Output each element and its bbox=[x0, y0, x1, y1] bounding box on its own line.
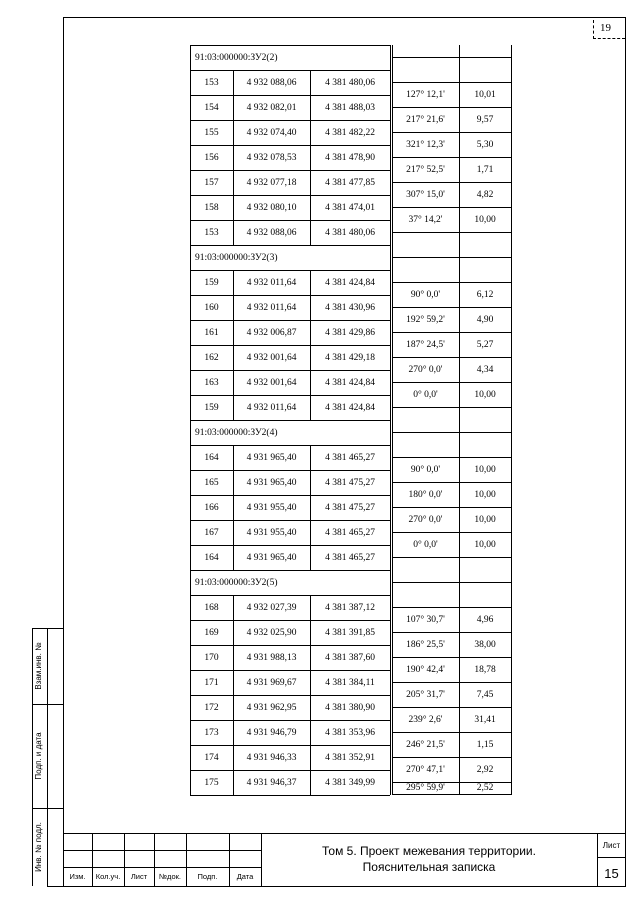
segment-distance: 1,71 bbox=[476, 164, 494, 175]
segment-header-rule bbox=[392, 57, 511, 58]
segment-distance: 31,41 bbox=[474, 714, 496, 725]
segment-angle: 190° 42,4' bbox=[406, 664, 445, 675]
title-block-col-label: №док. bbox=[159, 872, 181, 881]
coord-y: 4 381 429,18 bbox=[325, 352, 375, 363]
coord-x: 4 932 011,64 bbox=[246, 277, 297, 288]
coord-y: 4 381 430,96 bbox=[325, 302, 375, 313]
col-divider-2 bbox=[310, 595, 311, 795]
doc-title-line2: Пояснительная записка bbox=[362, 860, 496, 874]
coord-x: 4 931 955,40 bbox=[246, 527, 297, 538]
title-block-col-label: Изм. bbox=[69, 872, 86, 881]
segment-distance: 6,12 bbox=[476, 289, 494, 300]
top-page-number: 19 bbox=[600, 22, 611, 34]
segment-angle: 239° 2,6' bbox=[408, 714, 443, 725]
coord-x: 4 931 988,13 bbox=[246, 652, 297, 663]
segment-distance: 4,96 bbox=[476, 614, 494, 625]
coord-x: 4 931 946,79 bbox=[246, 727, 297, 738]
segment-distance: 38,00 bbox=[474, 639, 496, 650]
coord-x: 4 932 006,87 bbox=[246, 327, 297, 338]
point-number: 157 bbox=[204, 177, 219, 188]
segment-angle: 127° 12,1' bbox=[406, 89, 445, 100]
title-block-col-label: Лист bbox=[130, 872, 148, 881]
segment-right-border bbox=[511, 582, 512, 795]
point-number: 165 bbox=[204, 477, 219, 488]
section-header: 91:03:000000:ЗУ2(2) bbox=[195, 52, 278, 63]
side-stamp-label: Инв. № подл. bbox=[34, 822, 43, 872]
coord-y: 4 381 353,96 bbox=[325, 727, 375, 738]
coord-y: 4 381 387,12 bbox=[325, 602, 375, 613]
point-number: 156 bbox=[204, 152, 219, 163]
point-number: 173 bbox=[204, 727, 219, 738]
coord-x: 4 932 088,06 bbox=[246, 227, 297, 238]
point-number: 164 bbox=[204, 452, 219, 463]
coord-x: 4 931 962,95 bbox=[246, 702, 297, 713]
table-bottom-rule bbox=[190, 795, 390, 796]
coord-x: 4 932 001,64 bbox=[246, 377, 297, 388]
col-divider-1 bbox=[233, 445, 234, 570]
segment-distance: 10,00 bbox=[474, 489, 496, 500]
point-number: 153 bbox=[204, 77, 219, 88]
segment-left-border bbox=[392, 57, 393, 257]
table-left-border bbox=[190, 570, 191, 795]
title-block-col-label: Подп. bbox=[197, 872, 218, 881]
segment-angle: 90° 0,0' bbox=[410, 289, 441, 300]
stub-mid bbox=[459, 45, 460, 57]
coord-x: 4 931 946,37 bbox=[246, 777, 297, 788]
point-number: 162 bbox=[204, 352, 219, 363]
col-divider-2 bbox=[310, 270, 311, 420]
coord-x: 4 931 965,40 bbox=[246, 477, 297, 488]
doc-title-line1: Том 5. Проект межевания территории. bbox=[322, 844, 536, 858]
coord-x: 4 932 027,39 bbox=[246, 602, 297, 613]
segment-distance: 18,78 bbox=[474, 664, 496, 675]
segment-angle: 205° 31,7' bbox=[406, 689, 445, 700]
side-stamp-label: Подп. и дата bbox=[34, 732, 43, 780]
coord-x: 4 932 011,64 bbox=[246, 302, 297, 313]
point-number: 153 bbox=[204, 227, 219, 238]
point-number: 155 bbox=[204, 127, 219, 138]
frame-right bbox=[625, 17, 626, 887]
segment-rule bbox=[392, 557, 511, 558]
table-left-border bbox=[190, 245, 191, 420]
segment-distance: 10,00 bbox=[474, 539, 496, 550]
col-divider-2 bbox=[310, 445, 311, 570]
coord-x: 4 932 074,40 bbox=[246, 127, 297, 138]
segment-angle: 307° 15,0' bbox=[406, 189, 445, 200]
segment-right-border bbox=[511, 257, 512, 432]
segment-angle: 0° 0,0' bbox=[413, 539, 438, 550]
table-left-border bbox=[190, 45, 191, 245]
section-header: 91:03:000000:ЗУ2(5) bbox=[195, 577, 278, 588]
segment-right-border bbox=[511, 57, 512, 257]
coord-x: 4 932 077,18 bbox=[246, 177, 297, 188]
segment-angle: 192° 59,2' bbox=[406, 314, 445, 325]
coord-x: 4 932 011,64 bbox=[246, 402, 297, 413]
table-right-border bbox=[390, 45, 391, 245]
coord-y: 4 381 478,90 bbox=[325, 152, 375, 163]
segment-distance: 2,52 bbox=[476, 783, 494, 793]
segment-rule bbox=[392, 232, 511, 233]
point-number: 154 bbox=[204, 102, 219, 113]
col-divider-1 bbox=[233, 595, 234, 795]
frame-bottom bbox=[47, 886, 626, 887]
side-stamp-label: Взам.инв. № bbox=[34, 642, 43, 690]
segment-distance: 10,00 bbox=[474, 464, 496, 475]
coord-y: 4 381 488,03 bbox=[325, 102, 375, 113]
segment-angle: 270° 0,0' bbox=[408, 364, 443, 375]
segment-angle: 107° 30,7' bbox=[406, 614, 445, 625]
segment-header-rule bbox=[392, 582, 511, 583]
coord-y: 4 381 480,06 bbox=[325, 227, 375, 238]
coord-y: 4 381 465,27 bbox=[325, 452, 375, 463]
segment-angle: 0° 0,0' bbox=[413, 389, 438, 400]
section-header: 91:03:000000:ЗУ2(3) bbox=[195, 252, 278, 263]
point-number: 160 bbox=[204, 302, 219, 313]
segment-angle: 270° 47,1' bbox=[406, 764, 445, 775]
point-number: 159 bbox=[204, 402, 219, 413]
sheet-number: 15 bbox=[604, 865, 619, 881]
sheet-label: Лист bbox=[602, 840, 621, 850]
segment-distance: 1,15 bbox=[476, 739, 494, 750]
title-block-top bbox=[63, 833, 626, 834]
segment-left-border bbox=[392, 257, 393, 432]
segment-distance: 9,57 bbox=[476, 114, 494, 125]
coord-y: 4 381 424,84 bbox=[325, 277, 375, 288]
coord-x: 4 931 965,40 bbox=[246, 452, 297, 463]
segment-header-rule bbox=[392, 257, 511, 258]
segment-angle: 295° 59,9' bbox=[406, 783, 445, 793]
coord-x: 4 931 946,33 bbox=[246, 752, 297, 763]
point-number: 158 bbox=[204, 202, 219, 213]
coord-y: 4 381 475,27 bbox=[325, 502, 375, 513]
col-divider-1 bbox=[233, 270, 234, 420]
coord-y: 4 381 384,11 bbox=[325, 677, 375, 688]
title-block-col-label: Дата bbox=[236, 872, 254, 881]
segment-distance: 5,27 bbox=[476, 339, 494, 350]
point-number: 171 bbox=[204, 677, 219, 688]
stub-right bbox=[511, 45, 512, 57]
coord-y: 4 381 424,84 bbox=[325, 402, 375, 413]
segment-distance: 10,00 bbox=[474, 389, 496, 400]
table-right-border bbox=[390, 570, 391, 795]
coord-x: 4 932 001,64 bbox=[246, 352, 297, 363]
table-right-border bbox=[390, 245, 391, 420]
coord-y: 4 381 424,84 bbox=[325, 377, 375, 388]
segment-rule bbox=[392, 794, 511, 795]
segment-distance: 4,82 bbox=[476, 189, 494, 200]
coord-y: 4 381 477,85 bbox=[325, 177, 375, 188]
stub-left bbox=[392, 45, 393, 57]
section-header: 91:03:000000:ЗУ2(4) bbox=[195, 427, 278, 438]
coord-x: 4 932 025,90 bbox=[246, 627, 297, 638]
title-block-col-label: Кол.уч. bbox=[95, 872, 121, 881]
coord-y: 4 381 475,27 bbox=[325, 477, 375, 488]
segment-distance: 10,00 bbox=[474, 514, 496, 525]
point-number: 164 bbox=[204, 552, 219, 563]
coord-y: 4 381 482,22 bbox=[325, 127, 375, 138]
col-divider-1 bbox=[233, 70, 234, 245]
segment-distance: 4,90 bbox=[476, 314, 494, 325]
coord-y: 4 381 349,99 bbox=[325, 777, 375, 788]
point-number: 175 bbox=[204, 777, 219, 788]
segment-right-border bbox=[511, 432, 512, 582]
sheet-box-divider bbox=[597, 857, 626, 858]
frame-top bbox=[63, 17, 626, 18]
coord-y: 4 381 391,85 bbox=[325, 627, 375, 638]
point-number: 170 bbox=[204, 652, 219, 663]
segment-angle: 321° 12,3' bbox=[406, 139, 445, 150]
coord-y: 4 381 429,86 bbox=[325, 327, 375, 338]
coord-y: 4 381 387,60 bbox=[325, 652, 375, 663]
segment-distance: 4,34 bbox=[476, 364, 494, 375]
segment-distance: 10,00 bbox=[474, 214, 496, 225]
segment-distance: 2,92 bbox=[476, 764, 494, 775]
segment-left-border bbox=[392, 432, 393, 582]
point-number: 168 bbox=[204, 602, 219, 613]
point-number: 172 bbox=[204, 702, 219, 713]
segment-angle: 217° 52,5' bbox=[406, 164, 445, 175]
point-number: 159 bbox=[204, 277, 219, 288]
point-number: 167 bbox=[204, 527, 219, 538]
point-number: 161 bbox=[204, 327, 219, 338]
coord-x: 4 932 082,01 bbox=[246, 102, 297, 113]
segment-angle: 217° 21,6' bbox=[406, 114, 445, 125]
col-divider-2 bbox=[310, 70, 311, 245]
stamp-inner-left bbox=[47, 628, 48, 886]
segment-angle: 187° 24,5' bbox=[406, 339, 445, 350]
segment-angle: 270° 0,0' bbox=[408, 514, 443, 525]
coord-x: 4 931 955,40 bbox=[246, 502, 297, 513]
segment-mid-border bbox=[459, 432, 460, 582]
segment-mid-border bbox=[459, 57, 460, 257]
segment-angle: 246° 21,5' bbox=[406, 739, 445, 750]
coord-y: 4 381 352,91 bbox=[325, 752, 375, 763]
segment-rule bbox=[392, 407, 511, 408]
point-number: 169 bbox=[204, 627, 219, 638]
point-number: 166 bbox=[204, 502, 219, 513]
coord-x: 4 932 088,06 bbox=[246, 77, 297, 88]
coord-y: 4 381 380,90 bbox=[325, 702, 375, 713]
coord-x: 4 931 969,67 bbox=[246, 677, 297, 688]
coord-y: 4 381 480,06 bbox=[325, 77, 375, 88]
point-number: 163 bbox=[204, 377, 219, 388]
coord-x: 4 932 080,10 bbox=[246, 202, 297, 213]
frame-left bbox=[63, 17, 64, 887]
segment-angle: 180° 0,0' bbox=[408, 489, 443, 500]
segment-mid-border bbox=[459, 582, 460, 795]
segment-angle: 186° 25,5' bbox=[406, 639, 445, 650]
coord-x: 4 932 078,53 bbox=[246, 152, 297, 163]
table-right-border bbox=[390, 420, 391, 570]
coord-y: 4 381 465,27 bbox=[325, 552, 375, 563]
point-number: 174 bbox=[204, 752, 219, 763]
coord-y: 4 381 474,01 bbox=[325, 202, 375, 213]
segment-angle: 37° 14,2' bbox=[408, 214, 443, 225]
table-left-border bbox=[190, 420, 191, 570]
segment-mid-border bbox=[459, 257, 460, 432]
coord-y: 4 381 465,27 bbox=[325, 527, 375, 538]
segment-distance: 5,30 bbox=[476, 139, 494, 150]
segment-distance: 10,01 bbox=[474, 89, 496, 100]
segment-distance: 7,45 bbox=[476, 689, 494, 700]
coord-x: 4 931 965,40 bbox=[246, 552, 297, 563]
segment-angle: 90° 0,0' bbox=[410, 464, 441, 475]
segment-header-rule bbox=[392, 432, 511, 433]
segment-left-border bbox=[392, 582, 393, 795]
